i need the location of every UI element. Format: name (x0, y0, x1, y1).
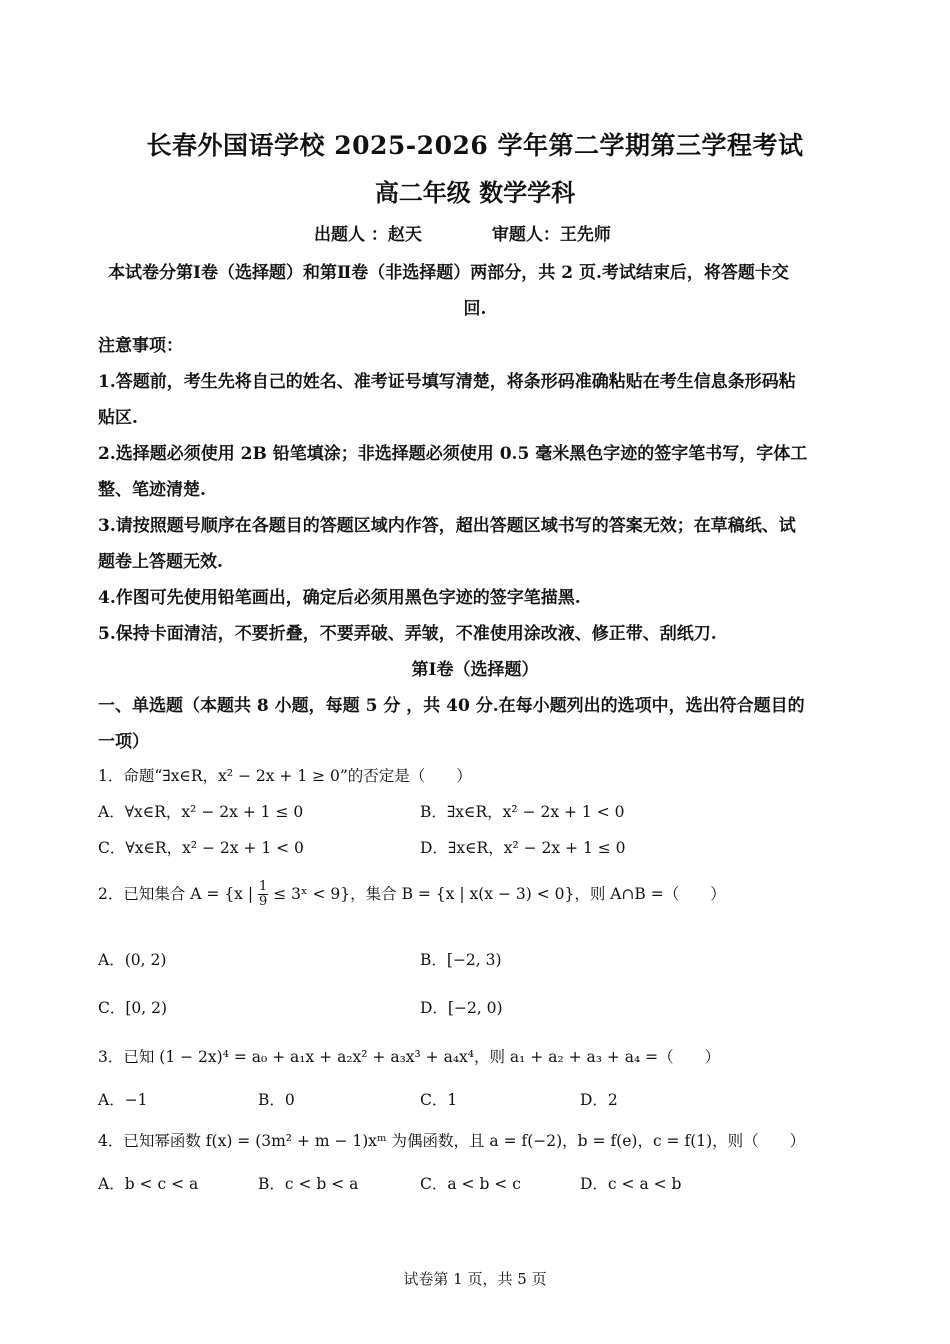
question-2-stem-pre: 2．已知集合 A = {x | (98, 884, 254, 903)
question-2-option-d: D．[−2, 0) (420, 999, 503, 1017)
note-item-1-cont: 贴区. (98, 408, 138, 428)
question-1-option-d: D．∃x∈R，x² − 2x + 1 ≤ 0 (420, 839, 626, 857)
note-item-2: 2.选择题必须使用 2B 铅笔填涂；非选择题必须使用 0.5 毫米黑色字迹的签字笔书写，字体工 (98, 444, 808, 464)
question-2-option-a: A．(0, 2) (98, 951, 167, 969)
question-4-option-d: D．c < a < b (580, 1175, 682, 1193)
question-3-option-b: B．0 (258, 1091, 295, 1109)
question-2-stem-post: ≤ 3ˣ < 9}，集合 B = {x | x(x − 3) < 0}，则 A∩B =（ ） (273, 884, 726, 903)
volume-title: 第Ⅰ卷（选择题） (411, 660, 539, 680)
author-line (314, 220, 611, 245)
question-2-option-c: C．[0, 2) (98, 999, 168, 1017)
question-3-option-d: D．2 (580, 1091, 618, 1109)
notes-heading: 注意事项： (98, 336, 183, 356)
question-4-option-a: A．b < c < a (98, 1175, 199, 1193)
fraction-denominator: 9 (259, 894, 268, 910)
part-heading: 一、单选题（本题共 8 小题，每题 5 分 ，共 40 分.在每小题列出的选项中，选出符合题目的 (98, 696, 805, 716)
question-1-option-c: C．∀x∈R，x² − 2x + 1 < 0 (98, 839, 304, 857)
question-2-stem (98, 880, 726, 910)
author: 出题人 ：赵天 (314, 225, 422, 245)
intro-text-cont: 回. (463, 299, 487, 319)
question-4-option-c: C．a < b < c (420, 1175, 521, 1193)
exam-title: 长春外国语学校 2025-2026 学年第二学期第三学程考试 (146, 131, 804, 160)
page-footer: 试卷第 1 页，共 5 页 (403, 1270, 547, 1288)
question-1-option-a: A．∀x∈R，x² − 2x + 1 ≤ 0 (98, 803, 304, 821)
reviewer: 审题人：王先师 (491, 225, 611, 245)
exam-subtitle: 高二年级 数学学科 (374, 178, 576, 207)
question-3-stem: 3．已知 (1 − 2x)⁴ = a₀ + a₁x + a₂x² + a₃x³ + a₄x⁴，则 a₁ + a₂ + a₃ + a₄ =（ ） (98, 1048, 721, 1066)
question-2-option-b: B．[−2, 3) (420, 951, 502, 969)
note-item-1: 1.答题前，考生先将自己的姓名、准考证号填写清楚，将条形码准确粘贴在考生信息条形码粘 (98, 372, 796, 392)
note-item-5: 5.保持卡面清洁，不要折叠，不要弄破、弄皱，不准使用涂改液、修正带、刮纸刀. (98, 624, 717, 644)
question-1-stem: 1．命题“∃x∈R，x² − 2x + 1 ≥ 0”的否定是（ ） (98, 767, 472, 785)
fraction-numerator: 1 (259, 879, 268, 894)
question-3-option-a: A．−1 (98, 1091, 148, 1109)
note-item-2-cont: 整、笔迹清楚. (98, 480, 206, 500)
question-4-stem: 4．已知幂函数 f(x) = (3m² + m − 1)xᵐ 为偶函数，且 a = f(−2)，b = f(e)，c = f(1)，则（ ） (98, 1132, 806, 1150)
note-item-3: 3.请按照题号顺序在各题目的答题区域内作答，超出答题区域书写的答案无效；在草稿纸、试 (98, 516, 796, 536)
question-4-option-b: B．c < b < a (258, 1175, 359, 1193)
fraction-one-ninth (258, 880, 268, 910)
question-1-option-b: B．∃x∈R，x² − 2x + 1 < 0 (420, 803, 625, 821)
note-item-3-cont: 题卷上答题无效. (98, 552, 223, 572)
question-3-option-c: C．1 (420, 1091, 458, 1109)
intro-text: 本试卷分第Ⅰ卷（选择题）和第Ⅱ卷（非选择题）两部分，共 2 页.考试结束后，将答题卡交 (108, 263, 789, 283)
note-item-4: 4.作图可先使用铅笔画出，确定后必须用黑色字迹的签字笔描黑. (98, 588, 581, 608)
part-heading-cont: 一项） (98, 732, 149, 752)
